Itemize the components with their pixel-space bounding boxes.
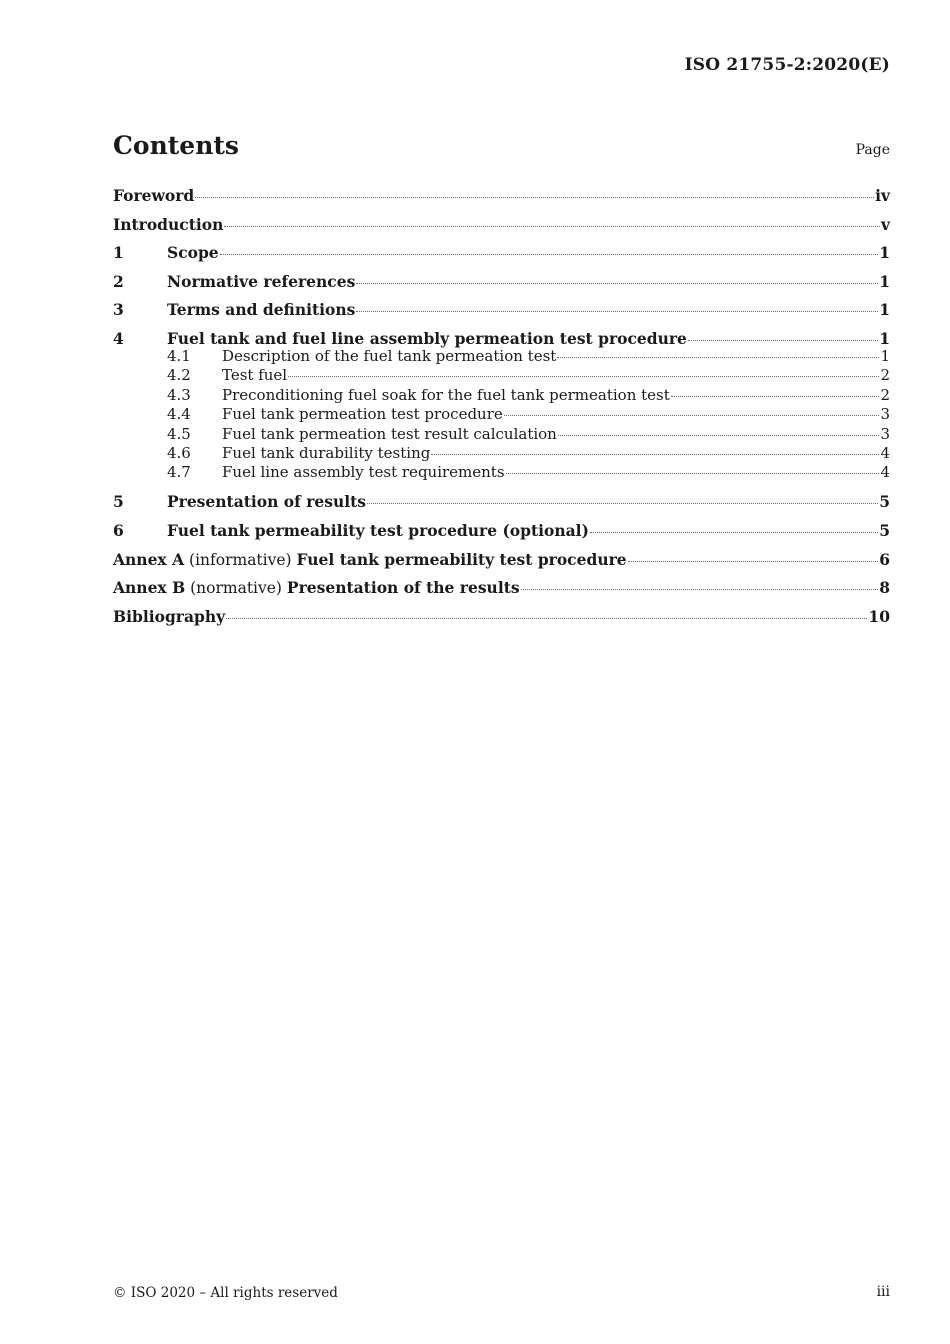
toc-page-number: 1 — [879, 271, 890, 291]
toc-title: Fuel tank permeation test result calculation — [222, 424, 557, 443]
toc-page-number: 10 — [868, 606, 890, 626]
toc-entry-4-6[interactable] — [113, 444, 890, 463]
toc-title: Introduction — [113, 214, 224, 234]
toc-entry-permeation-test-procedure[interactable] — [113, 328, 890, 347]
toc-number: 4.1 — [167, 346, 191, 365]
toc-page-number: 3 — [880, 424, 890, 443]
toc-title: Fuel tank permeation test procedure — [222, 405, 503, 424]
toc-entry-4-3[interactable] — [113, 386, 890, 405]
toc-number: 4.3 — [167, 385, 191, 404]
toc-number: 1 — [113, 243, 124, 263]
toc-entry-introduction[interactable] — [113, 214, 890, 243]
toc-title: Presentation of the results — [286, 578, 520, 598]
toc-page-number: v — [880, 214, 890, 234]
toc-page-number: 3 — [880, 405, 890, 424]
page-column-label: Page — [855, 142, 890, 158]
dot-leader — [590, 532, 878, 533]
toc-number: 4.6 — [167, 443, 191, 462]
dot-leader — [688, 340, 878, 341]
toc-page-number: 4 — [880, 443, 890, 462]
toc-page-number: 8 — [879, 578, 890, 598]
toc-number: 2 — [113, 271, 124, 291]
toc-entry-4-7[interactable] — [113, 463, 890, 491]
toc-page-number: 2 — [880, 366, 890, 385]
toc-title: Fuel line assembly test requirements — [222, 463, 505, 482]
annex-label: Annex B — [113, 578, 186, 598]
toc-title: Scope — [167, 243, 219, 263]
toc-title: Foreword — [113, 186, 195, 205]
dot-leader — [356, 311, 878, 312]
dot-leader — [224, 226, 880, 227]
toc-entry-annex-b[interactable] — [113, 577, 890, 606]
toc-number: 4 — [113, 328, 124, 348]
toc-number: 4.4 — [167, 405, 191, 424]
document-id: ISO 21755-2:2020(E) — [684, 55, 890, 75]
toc-number: 6 — [113, 520, 124, 540]
toc-page-number: iv — [875, 186, 890, 205]
toc-entry-4-4[interactable] — [113, 405, 890, 424]
dot-leader — [628, 561, 879, 562]
toc-page-number: 1 — [879, 243, 890, 263]
toc-entry-4-2[interactable] — [113, 366, 890, 385]
toc-page-number: 2 — [880, 385, 890, 404]
toc-title: Bibliography — [113, 606, 226, 626]
toc-title: Terms and definitions — [167, 300, 356, 320]
toc-entry-4-5[interactable] — [113, 425, 890, 444]
toc-entry-terms-and-definitions[interactable] — [113, 299, 890, 328]
annex-type: (informative) — [189, 550, 292, 569]
annex-label: Annex A — [113, 549, 185, 569]
toc-entry-foreword[interactable] — [113, 185, 890, 214]
toc-title: Presentation of results — [167, 492, 366, 512]
toc-number: 4.5 — [167, 424, 191, 443]
toc-entry-normative-references[interactable] — [113, 271, 890, 300]
toc-page-number: 1 — [879, 328, 890, 348]
contents-title: Contents — [113, 131, 240, 160]
toc-entry-permeability-test-procedure[interactable] — [113, 520, 890, 549]
dot-leader — [504, 415, 880, 416]
toc-number: 5 — [113, 492, 124, 512]
toc-entry-bibliography[interactable] — [113, 606, 890, 635]
dot-leader — [220, 254, 879, 255]
footer-page-number: iii — [876, 1284, 890, 1300]
toc-page-number: 1 — [880, 346, 890, 365]
toc-page-number: 5 — [879, 492, 890, 512]
toc-title: Fuel tank permeability test procedure — [296, 549, 627, 569]
toc-title: Preconditioning fuel soak for the fuel tank permeation test — [222, 385, 670, 404]
dot-leader — [367, 503, 878, 504]
toc-number: 4.2 — [167, 366, 191, 385]
toc-title: Test fuel — [222, 366, 288, 385]
dot-leader — [558, 435, 880, 436]
toc-entry-4-1[interactable] — [113, 347, 890, 366]
dot-leader — [195, 197, 874, 198]
dot-leader — [521, 589, 879, 590]
toc-title: Fuel tank durability testing — [222, 443, 431, 462]
toc-entry-scope[interactable] — [113, 242, 890, 271]
toc-entry-presentation-of-results[interactable] — [113, 491, 890, 520]
toc-page-number: 1 — [879, 300, 890, 320]
toc-title: Normative references — [167, 271, 356, 291]
toc-page-number: 6 — [879, 549, 890, 569]
toc-page-number: 5 — [879, 520, 890, 540]
toc-title: Description of the fuel tank permeation test — [222, 346, 557, 365]
dot-leader — [671, 396, 880, 397]
dot-leader — [288, 376, 879, 377]
dot-leader — [431, 454, 879, 455]
toc-title: Fuel tank and fuel line assembly permeation test procedure — [167, 328, 687, 348]
dot-leader — [506, 473, 880, 474]
dot-leader — [557, 357, 879, 358]
toc-title: Fuel tank permeability test procedure (optional) — [167, 520, 589, 540]
toc-entry-annex-a[interactable] — [113, 549, 890, 578]
toc-number: 3 — [113, 300, 124, 320]
toc-number: 4.7 — [167, 463, 191, 482]
annex-type: (normative) — [190, 579, 282, 598]
dot-leader — [356, 283, 878, 284]
table-of-contents — [113, 185, 890, 634]
footer-copyright: © ISO 2020 – All rights reserved — [113, 1285, 338, 1301]
dot-leader — [226, 618, 867, 619]
toc-page-number: 4 — [880, 463, 890, 482]
